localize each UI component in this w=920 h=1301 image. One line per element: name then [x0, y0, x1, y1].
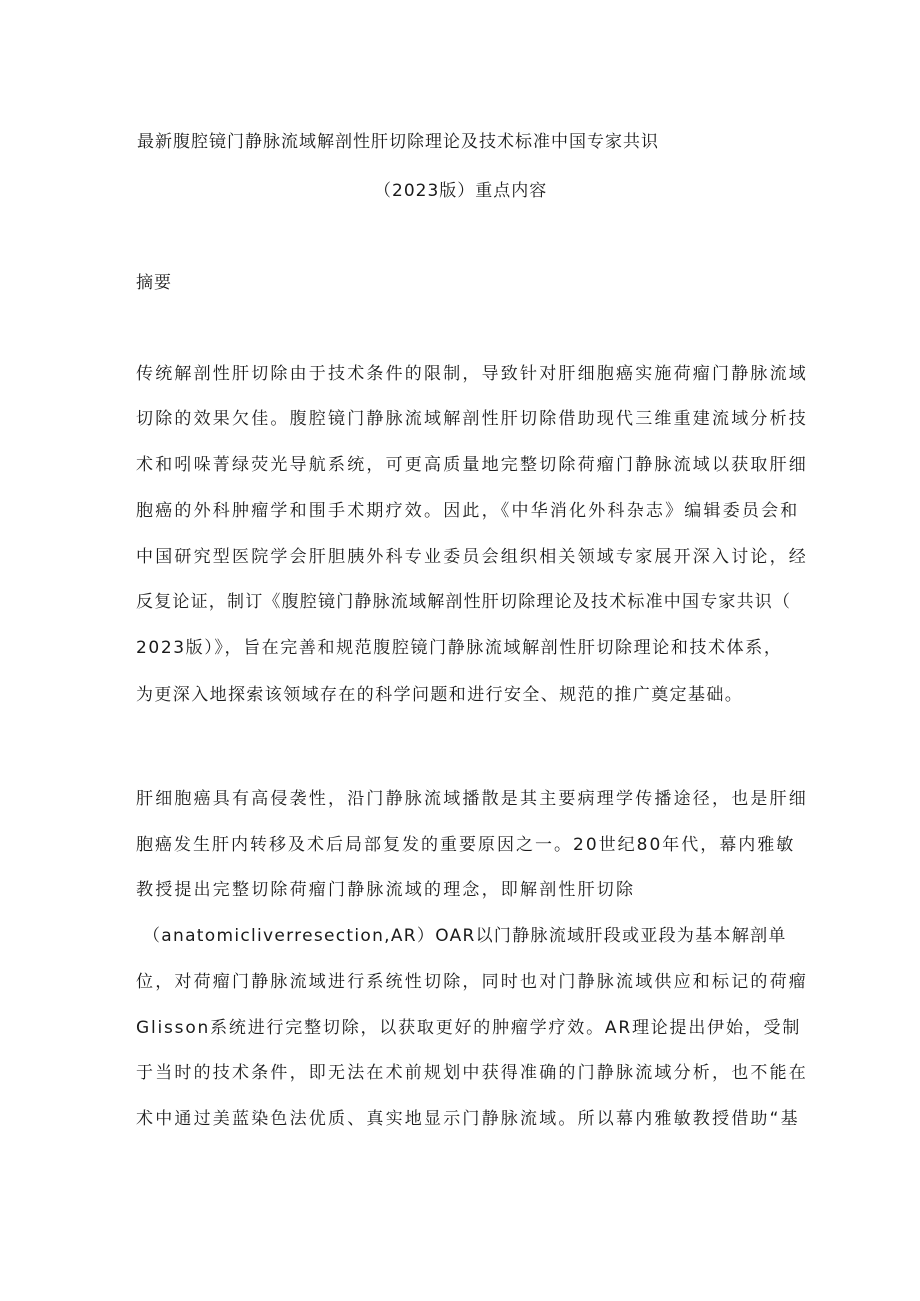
- abstract-heading: 摘要: [136, 273, 172, 293]
- paragraph-line: 肝细胞癌具有高侵袭性，沿门静脉流域播散是其主要病理学传播途径，也是肝细: [136, 789, 808, 809]
- paragraph-line: 胞癌发生肝内转移及术后局部复发的重要原因之一。20世纪80年代，幕内雅敏: [136, 835, 796, 855]
- paragraph-line: 于当时的技术条件，即无法在术前规划中获得准确的门静脉流域分析，也不能在: [136, 1063, 808, 1083]
- paragraph-line: 传统解剖性肝切除由于技术条件的限制，导致针对肝细胞癌实施荷瘤门静脉流域: [136, 364, 808, 384]
- paragraph-line: 反复论证，制订《腹腔镜门静脉流域解剖性肝切除理论及技术标准中国专家共识（: [136, 592, 792, 612]
- paragraph-line: 胞癌的外科肿瘤学和围手术期疗效。因此，《中华消化外科杂志》编辑委员会和: [136, 501, 800, 521]
- paragraph-line: 2023版）》，旨在完善和规范腹腔镜门静脉流域解剖性肝切除理论和技术体系，: [136, 638, 783, 658]
- paragraph-line: 教授提出完整切除荷瘤门静脉流域的理念，即解剖性肝切除: [136, 880, 636, 900]
- paragraph-line: （anatomicliverresection,AR）OAR以门静脉流域肝段或亚段为基本解剖单: [143, 926, 787, 946]
- paragraph-line: 术和吲哚菁绿荧光导航系统，可更高质量地完整切除荷瘤门静脉流域以获取肝细: [136, 455, 808, 475]
- paragraph-line: 切除的效果欠佳。腹腔镜门静脉流域解剖性肝切除借助现代三维重建流域分析技: [136, 409, 808, 429]
- document-title-line-2: （2023版）重点内容: [374, 181, 548, 201]
- paragraph-line: 为更深入地探索该领域存在的科学问题和进行安全、规范的推广奠定基础。: [136, 685, 744, 705]
- paragraph-line: 术中通过美蓝染色法优质、真实地显示门静脉流域。所以幕内雅敏教授借助“基: [136, 1109, 800, 1129]
- document-title-line-1: 最新腹腔镜门静脉流域解剖性肝切除理论及技术标准中国专家共识: [137, 132, 659, 152]
- paragraph-line: 位，对荷瘤门静脉流域进行系统性切除，同时也对门静脉流域供应和标记的荷瘤: [136, 972, 808, 992]
- paragraph-line: Glisson系统进行完整切除，以获取更好的肿瘤学疗效。AR理论提出伊始，受制: [136, 1018, 802, 1038]
- paragraph-line: 中国研究型医院学会肝胆胰外科专业委员会组织相关领域专家展开深入讨论，经: [136, 547, 808, 567]
